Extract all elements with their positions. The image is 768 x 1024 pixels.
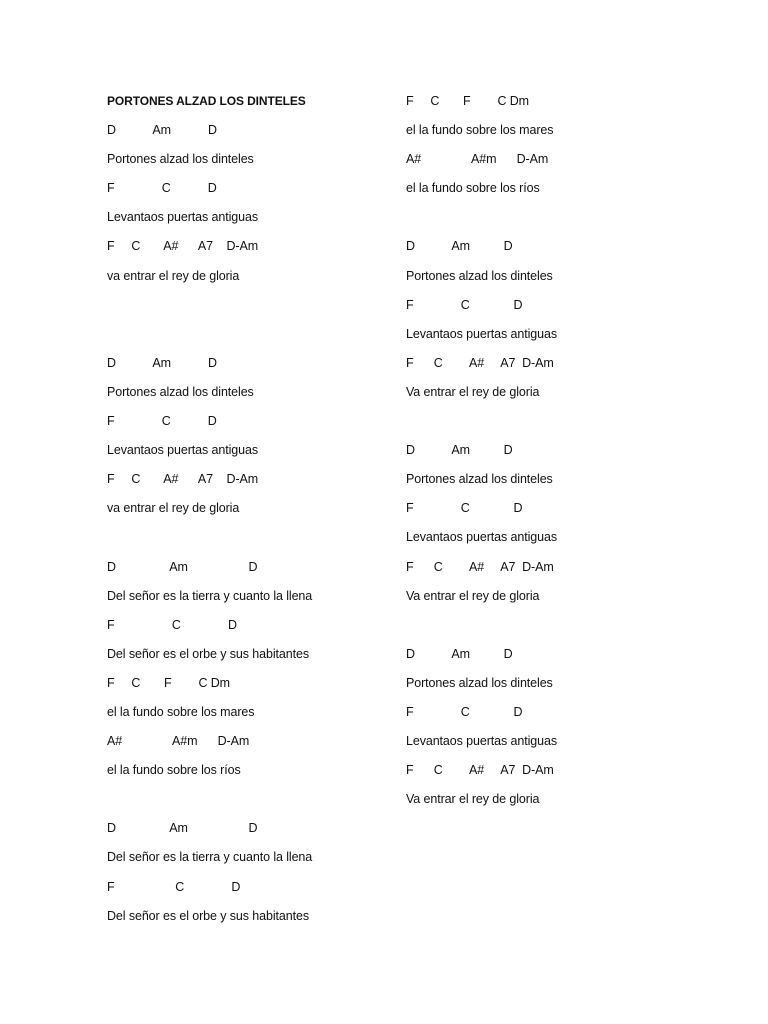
chord-line: F C D	[107, 181, 217, 196]
chord-line: D Am D	[107, 355, 217, 370]
chord-line: F C F C Dm	[107, 675, 230, 690]
lyric-line: Levantaos puertas antiguas	[406, 326, 557, 341]
chord-line: F C A# A7 D-Am	[107, 472, 259, 487]
blank-line	[406, 209, 706, 238]
lyric-line: Del señor es el orbe y sus habitantes	[107, 908, 309, 923]
chord-line: D Am D	[107, 123, 217, 138]
blank-line	[107, 326, 387, 355]
chord-line: F C D	[107, 617, 237, 632]
blank-line	[107, 791, 387, 820]
lyric-line: el la fundo sobre los mares	[406, 123, 554, 138]
left-column	[107, 93, 387, 937]
chord-line: F C D	[107, 414, 217, 429]
chord-line: F C D	[406, 501, 523, 516]
chord-line: F C A# A7 D-Am	[406, 559, 554, 574]
blank-line	[107, 297, 387, 326]
chord-line: D Am D	[107, 559, 258, 574]
lyric-line: Levantaos puertas antiguas	[406, 530, 557, 545]
lyric-line: el la fundo sobre los mares	[107, 704, 255, 719]
right-column	[406, 93, 706, 820]
lyric-line: el la fundo sobre los ríos	[107, 763, 241, 778]
lyric-line: Portones alzad los dinteles	[406, 268, 553, 283]
chord-line: F C D	[406, 297, 523, 312]
lyric-line: Del señor es la tierra y cuanto la llena	[107, 588, 313, 603]
lyric-line: Va entrar el rey de gloria	[406, 384, 540, 399]
lyric-line: va entrar el rey de gloria	[107, 268, 240, 283]
song-title: PORTONES ALZAD LOS DINTELES	[107, 94, 306, 108]
lyric-line: Del señor es el orbe y sus habitantes	[107, 646, 309, 661]
chord-line: F C A# A7 D-Am	[406, 355, 554, 370]
chord-line: F C A# A7 D-Am	[406, 763, 554, 778]
chord-line: D Am D	[107, 821, 258, 836]
lyric-line: Del señor es la tierra y cuanto la llena	[107, 850, 313, 865]
chord-line: F C F C Dm	[406, 94, 529, 108]
chord-line: F C A# A7 D-Am	[107, 239, 259, 254]
lyric-line: Portones alzad los dinteles	[107, 152, 254, 167]
chord-line: D Am D	[406, 443, 513, 458]
lyric-line: Va entrar el rey de gloria	[406, 588, 540, 603]
lyric-line: Levantaos puertas antiguas	[406, 734, 557, 749]
chord-line: F C D	[107, 879, 241, 894]
blank-line	[406, 617, 706, 646]
lyric-line: Levantaos puertas antiguas	[107, 210, 258, 225]
chord-line: D Am D	[406, 646, 513, 661]
lyric-line: va entrar el rey de gloria	[107, 501, 240, 516]
lyric-line: el la fundo sobre los ríos	[406, 181, 540, 196]
blank-line	[107, 529, 387, 558]
chord-line: F C D	[406, 704, 523, 719]
lyric-line: Va entrar el rey de gloria	[406, 792, 540, 807]
lyric-line: Portones alzad los dinteles	[107, 384, 254, 399]
chord-line: A# A#m D-Am	[107, 734, 250, 749]
lyric-line: Levantaos puertas antiguas	[107, 443, 258, 458]
chord-line: D Am D	[406, 239, 513, 254]
lyric-line: Portones alzad los dinteles	[406, 675, 553, 690]
blank-line	[406, 413, 706, 442]
lyric-line: Portones alzad los dinteles	[406, 472, 553, 487]
chord-line: A# A#m D-Am	[406, 152, 549, 167]
